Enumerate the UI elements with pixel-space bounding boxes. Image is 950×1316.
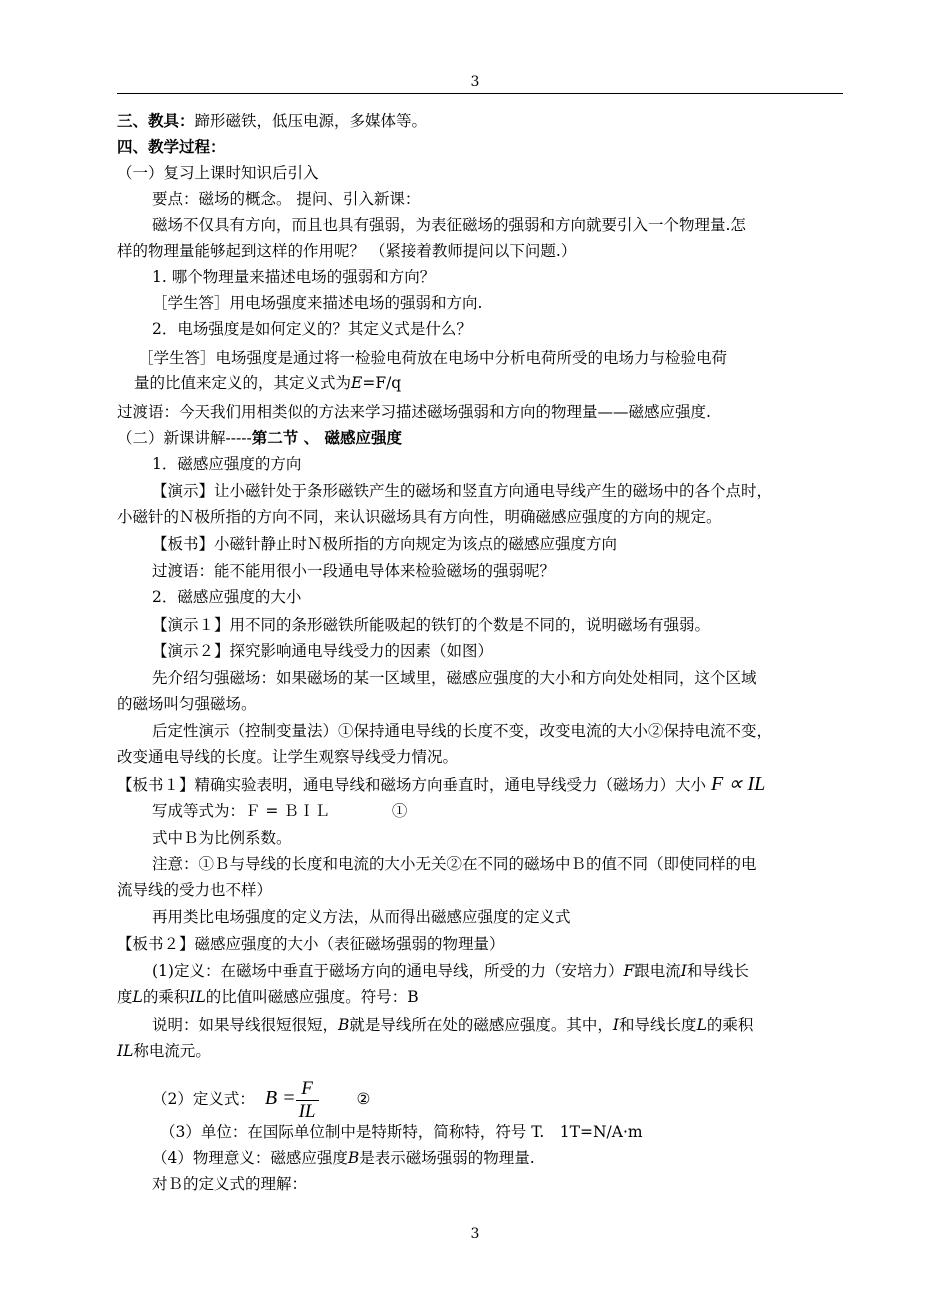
text-run: 三、教具：	[117, 111, 195, 130]
text-line	[117, 401, 711, 423]
text-run: I	[612, 1016, 620, 1034]
text-line	[160, 1121, 643, 1143]
text-line	[117, 693, 257, 715]
text-line	[117, 240, 576, 262]
text-run: 四、教学过程：	[117, 137, 226, 156]
text-run: 和导线长度	[619, 1016, 697, 1034]
text-run: 要点：磁场的概念。 提问、引入新课：	[152, 190, 421, 208]
inline-formula: F ∝ IL	[706, 773, 766, 795]
text-run: 写成等式为：Ｆ = ＢＩＬ ①	[152, 802, 408, 820]
text-run: 【板书２】磁感应强度的大小（表征磁场强弱的物理量）	[117, 935, 505, 953]
text-run: 跟电流	[634, 962, 681, 980]
text-run: 【板书】小磁针静止时Ｎ极所指的方向规定为该点的磁感应强度方向	[152, 535, 618, 553]
text-line	[152, 960, 749, 982]
text-line	[152, 906, 571, 928]
text-run: 和导线长	[686, 962, 749, 980]
text-line	[117, 986, 419, 1008]
text-line	[117, 162, 319, 184]
text-run: 过渡语：今天我们用相类似的方法来学习描述磁场强弱和方向的物理量——磁感应强度.	[117, 403, 711, 421]
text-line	[152, 667, 757, 689]
text-line	[117, 879, 272, 901]
text-line	[117, 1040, 211, 1062]
text-run: 称电流元。	[133, 1042, 211, 1060]
text-line	[134, 372, 401, 394]
text-run: 2．磁感应强度的大小	[152, 588, 302, 606]
text-run: 磁场不仅具有方向，而且也具有强弱，为表征磁场的强弱和方向就要引入一个物理量.怎	[152, 216, 746, 234]
text-run: 式中Ｂ为比例系数。	[152, 829, 292, 847]
text-line	[152, 188, 420, 210]
text-run: 的磁场叫匀强磁场。	[117, 695, 257, 713]
text-run: (1)定义：在磁场中垂直于磁场方向的通电导线，所受的力（安培力）	[152, 962, 624, 980]
text-line	[152, 640, 493, 662]
fraction-numerator: F	[296, 1078, 319, 1101]
text-run: 是表示磁场强弱的物理量.	[359, 1149, 535, 1167]
text-line	[152, 1075, 370, 1123]
text-line	[117, 773, 765, 796]
text-run: 的乘积	[142, 988, 190, 1006]
text-run: E	[351, 374, 363, 392]
text-line	[152, 586, 301, 608]
equation-number: ②	[356, 1090, 371, 1108]
text-run: 第二节 、 磁感应强度	[251, 428, 402, 447]
text-line	[152, 720, 772, 742]
text-line	[152, 614, 710, 636]
text-run: I	[680, 962, 687, 980]
text-line	[117, 110, 427, 132]
text-run: 过渡语：能不能用很小一段通电导体来检验磁场的强弱呢？	[152, 562, 556, 580]
text-run: 后定性演示（控制变量法）①保持通电导线的长度不变，改变电流的大小②保持电流不变，	[152, 722, 773, 740]
formula-label: （2）定义式：	[152, 1090, 255, 1108]
formula-lhs: B =	[264, 1087, 296, 1109]
text-line	[152, 800, 407, 822]
text-run: 【演示１】用不同的条形磁铁所能吸起的铁钉的个数是不同的，说明磁场有强弱。	[152, 616, 711, 634]
text-line	[152, 853, 757, 875]
text-line	[152, 1147, 535, 1169]
text-run: 对Ｂ的定义式的理解：	[152, 1175, 308, 1193]
text-line	[117, 933, 505, 955]
text-run: 【演示】让小磁针处于条形磁铁产生的磁场和竖直方向通电导线产生的磁场中的各个点时，	[152, 482, 773, 500]
text-run: L	[132, 988, 143, 1006]
fraction-denominator: IL	[298, 1100, 316, 1122]
text-run: 再用类比电场强度的定义方法，从而得出磁感应强度的定义式	[152, 908, 571, 926]
text-line	[138, 347, 727, 369]
text-line	[152, 266, 435, 288]
text-run: L	[696, 1016, 707, 1034]
text-run: 【板书１】精确实验表明，通电导线和磁场方向垂直时，通电导线受力（磁场力）大小	[117, 776, 707, 794]
header-rule	[117, 93, 843, 94]
text-run: 量的比值来定义的，其定义式为	[134, 374, 352, 392]
text-run: ［学生答］电场强度是通过将一检验电荷放在电场中分析电荷所受的电场力与检验电荷	[138, 349, 728, 367]
text-run: 度	[117, 988, 133, 1006]
text-run: 就是导线所在处的磁感应强度。其中，	[349, 1016, 613, 1034]
text-run: 改变通电导线的长度。让学生观察导线受力情况。	[117, 748, 459, 766]
text-run: IL	[117, 1042, 134, 1060]
text-run: 蹄形磁铁，低压电源，多媒体等。	[194, 112, 428, 130]
text-run: 注意：①Ｂ与导线的长度和电流的大小无关②在不同的磁场中Ｂ的值不同（即使同样的电	[152, 855, 757, 873]
text-line	[152, 292, 482, 314]
text-run: 的比值叫磁感应强度。符号：B	[205, 988, 419, 1006]
text-run: 【演示２】探究影响通电导线受力的因素（如图）	[152, 642, 494, 660]
formula-fraction	[296, 1078, 319, 1123]
text-run: 样的物理量能够起到这样的作用呢？ （紧接着教师提问以下问题.）	[117, 242, 577, 260]
page-number-bottom: 3	[470, 1226, 480, 1242]
text-line	[152, 318, 472, 340]
text-line	[152, 827, 292, 849]
text-line	[117, 427, 402, 449]
text-run: ［学生答］用电场强度来描述电场的强弱和方向.	[152, 294, 483, 312]
text-run: B	[347, 1149, 360, 1167]
text-line	[117, 506, 722, 528]
text-line	[152, 533, 617, 555]
text-line	[152, 1014, 753, 1036]
text-line	[152, 453, 301, 475]
text-run: 1．磁感应强度的方向	[152, 455, 302, 473]
text-run: （二）新课讲解-----	[117, 429, 252, 447]
text-line	[152, 214, 746, 236]
text-run: IL	[189, 988, 206, 1006]
text-line	[152, 480, 772, 502]
text-run: B	[338, 1016, 350, 1034]
text-run: 说明：如果导线很短很短，	[152, 1016, 339, 1034]
text-run: 先介绍匀强磁场：如果磁场的某一区域里，磁感应强度的大小和方向处处相同，这个区域	[152, 669, 757, 687]
text-line	[117, 136, 226, 158]
text-run: 1. 哪个物理量来描述电场的强弱和方向？	[152, 268, 436, 286]
text-line	[152, 560, 555, 582]
text-run: 流导线的受力也不样）	[117, 881, 273, 899]
page-number-top: 3	[470, 74, 480, 90]
text-run: 的乘积	[706, 1016, 754, 1034]
text-line	[152, 1173, 307, 1195]
text-run: F	[623, 962, 635, 980]
text-run: （4）物理意义：磁感应强度	[152, 1149, 348, 1167]
text-run: （3）单位：在国际单位制中是特斯特，简称特，符号 T. 1T=N/A·m	[160, 1123, 643, 1141]
text-run: （一）复习上课时知识后引入	[117, 164, 319, 182]
text-run: =F/q	[362, 374, 402, 392]
text-run: 2．电场强度是如何定义的？其定义式是什么？	[152, 320, 472, 338]
text-line	[117, 746, 458, 768]
text-run: 小磁针的Ｎ极所指的方向不同，来认识磁场具有方向性，明确磁感应强度的方向的规定。	[117, 508, 722, 526]
